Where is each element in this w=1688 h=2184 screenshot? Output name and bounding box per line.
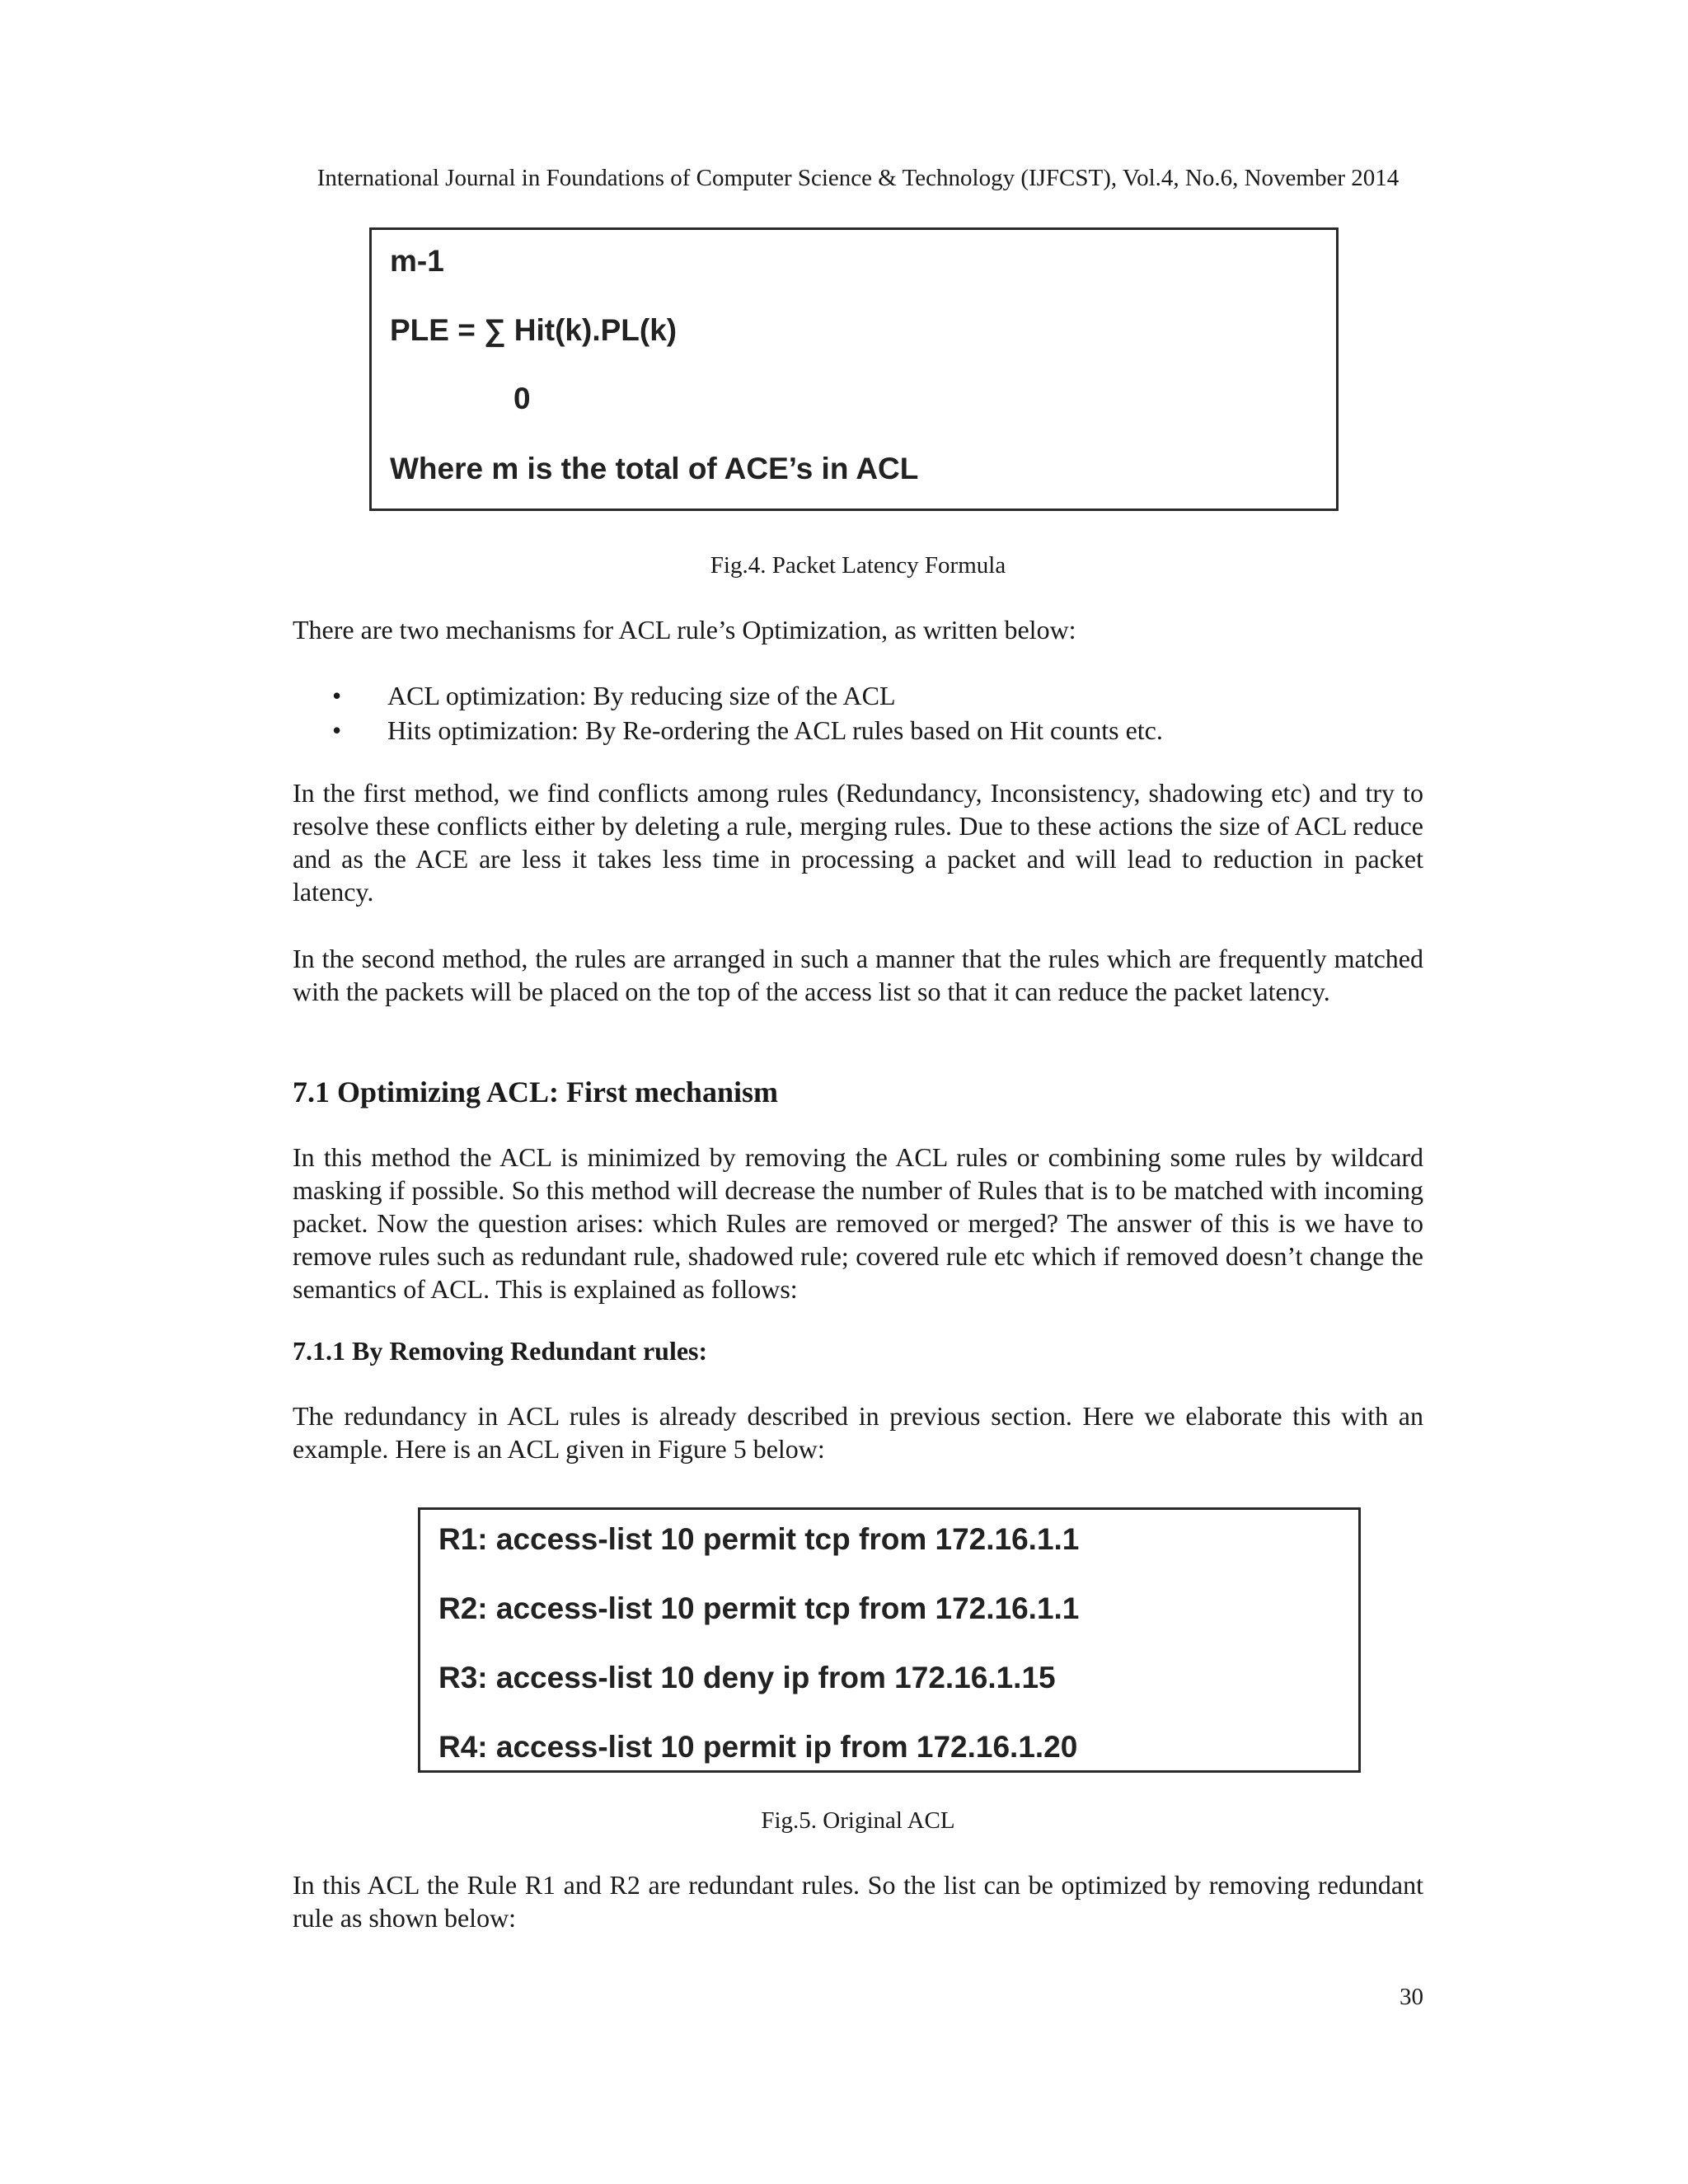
section-heading-7-1-1: 7.1.1 By Removing Redundant rules: xyxy=(293,1336,708,1366)
figure-5-acl-box xyxy=(418,1507,1361,1773)
intro-paragraph: There are two mechanisms for ACL rule’s Optimization, as written below: xyxy=(293,615,1076,644)
acl-rule: R3: access-list 10 deny ip from 172.16.1.15 xyxy=(438,1661,1056,1694)
list-item-text: ACL optimization: By reducing size of the ACL xyxy=(387,681,896,710)
section-7-1-paragraph: In this method the ACL is minimized by removing the ACL rules or combining some rules by wildcard masking if possible. So this method will decrease the number of Rules that is to be matched with incoming packet. Now the question arises: which Rules are removed or merged? The answer of this is we have to remove rules such as redundant rule, shadowed rule; covered rule etc which if removed doesn’t change the semantics of ACL. This is explained as follows: xyxy=(293,1142,1423,1304)
formula-upper-limit: m-1 xyxy=(390,244,444,278)
figure-4-caption: Fig.4. Packet Latency Formula xyxy=(710,552,1006,579)
acl-rule: R1: access-list 10 permit tcp from 172.16.1.1 xyxy=(438,1522,1080,1556)
figure-5-caption: Fig.5. Original ACL xyxy=(761,1807,955,1834)
acl-rule: R2: access-list 10 permit tcp from 172.16.1.1 xyxy=(438,1591,1080,1625)
formula-lower-limit: 0 xyxy=(513,382,531,415)
section-heading-7-1: 7.1 Optimizing ACL: First mechanism xyxy=(293,1076,778,1108)
second-method-paragraph: In the second method, the rules are arranged in such a manner that the rules which are frequently matched with the packets will be placed on the top of the access list so that it can reduce the packet latency. xyxy=(293,944,1423,1006)
formula-expression: PLE = ∑ Hit(k).PL(k) xyxy=(390,313,678,347)
figure-4-formula-box xyxy=(369,227,1339,511)
closing-paragraph: In this ACL the Rule R1 and R2 are redundant rules. So the list can be optimized by removing redundant rule as shown below: xyxy=(293,1870,1423,1933)
redundancy-paragraph: The redundancy in ACL rules is already described in previous section. Here we elaborate this with an example. Here is an ACL given in Figure 5 below: xyxy=(293,1401,1423,1464)
bullet-icon: • xyxy=(332,681,342,710)
list-item xyxy=(293,713,1423,748)
bullet-icon: • xyxy=(332,715,342,745)
page-number: 30 xyxy=(1400,1984,1423,2010)
mechanism-list xyxy=(293,678,1423,748)
list-item xyxy=(293,678,1423,713)
acl-rule: R4: access-list 10 permit ip from 172.16.1.20 xyxy=(438,1730,1078,1764)
first-method-paragraph: In the first method, we find conflicts among rules (Redundancy, Inconsistency, shadowing etc) and try to resolve these conflicts either by deleting a rule, merging rules. Due to these actions the size of ACL reduce and as the ACE are less it takes less time in processing a packet and will lead to reduction in packet latency. xyxy=(293,778,1423,907)
formula-note: Where m is the total of ACE’s in ACL xyxy=(390,452,919,485)
list-item-text: Hits optimization: By Re-ordering the ACL rules based on Hit counts etc. xyxy=(387,715,1163,745)
running-header: International Journal in Foundations of Computer Science & Technology (IJFCST), Vol.4, No.6, November 2014 xyxy=(316,165,1400,191)
